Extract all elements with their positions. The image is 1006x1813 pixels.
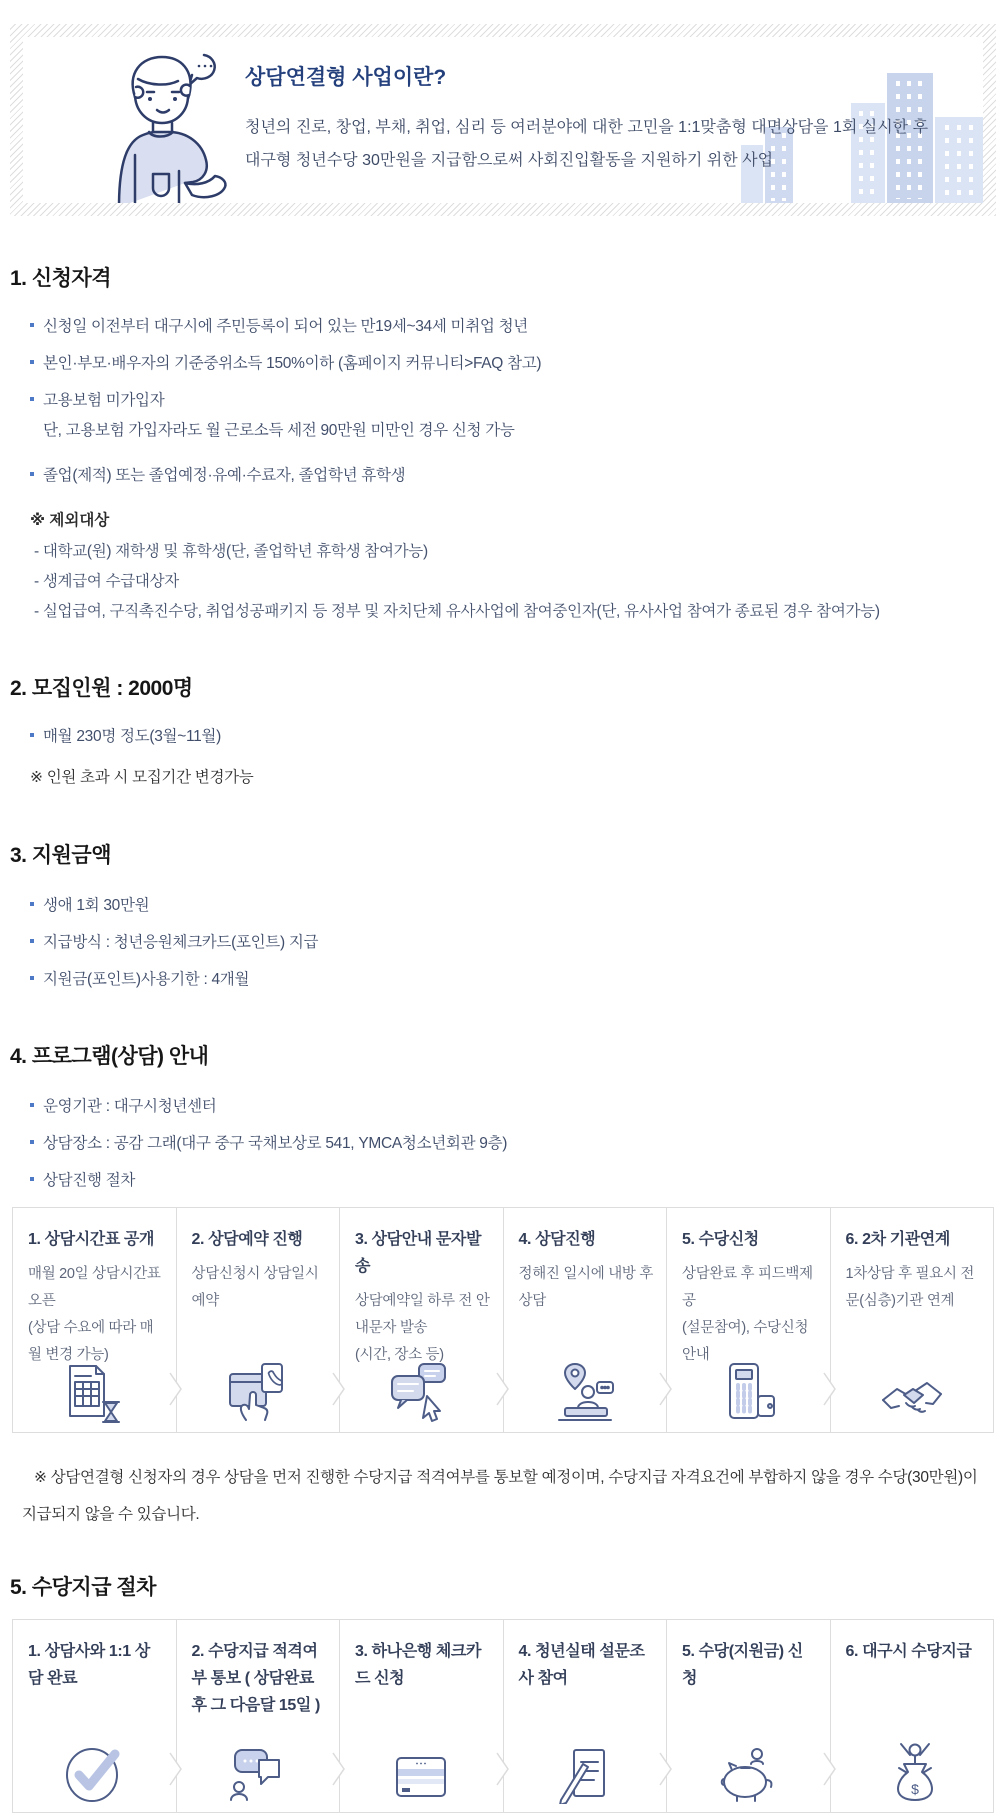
- exclusion-item: - 실업급여, 구직촉진수당, 취업성공패키지 등 정부 및 자치단체 유사사업에 참여중인자(단, 유사사업 참여가 종료된 경우 참여가능): [34, 603, 880, 620]
- process-step-3: [340, 1620, 504, 1812]
- process-step-4: [504, 1620, 668, 1812]
- step-title: 2. 수당지급 적격여부 통보 ( 상담완료 후 그 다음달 15일 ): [191, 1643, 320, 1714]
- process-step-5: [667, 1620, 831, 1812]
- step-title: 6. 2차 기관연계: [845, 1231, 950, 1248]
- sms-message-icon: [389, 1362, 453, 1424]
- step-body: 상담신청시 상담일시 예약: [191, 1266, 319, 1309]
- step-title: 3. 하나은행 체크카드 신청: [355, 1643, 482, 1687]
- check-complete-icon: [63, 1742, 125, 1804]
- exclusion-title: ※ 제외대상: [30, 512, 110, 529]
- amount-list: [10, 895, 996, 990]
- visit-counseling-icon: [553, 1362, 617, 1424]
- process-step-6: [831, 1620, 994, 1812]
- list-item-text: 고용보험 미가입자: [43, 392, 165, 409]
- process-step-6: [831, 1208, 994, 1432]
- section-title-eligibility: 1. 신청자격: [10, 267, 111, 290]
- chevron-right-icon: [332, 1752, 346, 1786]
- piggy-bank-icon: [715, 1744, 781, 1804]
- payment-process-flow: [12, 1619, 994, 1813]
- step-note: (설문참여), 수당신청 안내: [682, 1320, 809, 1363]
- section-title-amount: 3. 지원금액: [10, 844, 111, 867]
- step-title: 5. 수당신청: [682, 1231, 759, 1248]
- payment-terminal-icon: [716, 1362, 780, 1424]
- process-step-3: [340, 1208, 504, 1432]
- step-title: 2. 상담예약 진행: [191, 1231, 303, 1248]
- section-eligibility: [10, 262, 996, 622]
- list-item-subtext: 단, 고용보험 가입자라도 월 근로소득 세전 90만원 미만인 경우 신청 가능: [43, 422, 515, 439]
- step-title: 5. 수당(지원금) 신청: [682, 1643, 803, 1687]
- step-body: 매월 20일 상담시간표 오픈: [28, 1266, 161, 1309]
- program-footnote: ※ 상담연결형 신청자의 경우 상담을 먼저 진행한 수당지급 적격여부를 통보할 예정이며, 수당지급 자격요건에 부합하지 않을 경우 수당(30만원)이 지급되지 않을 수 있습니다.: [22, 1469, 978, 1523]
- step-title: 1. 상담사와 1:1 상담 완료: [28, 1643, 150, 1687]
- recruitment-note: ※ 인원 초과 시 모집기간 변경가능: [30, 769, 254, 786]
- step-title: 4. 상담진행: [518, 1231, 596, 1248]
- exclusion-item: - 대학교(원) 재학생 및 휴학생(단, 졸업학년 휴학생 참여가능): [34, 543, 428, 560]
- program-list: [10, 1096, 996, 1191]
- list-item: 매월 230명 정도(3월~11월): [30, 726, 996, 747]
- list-item: [30, 390, 996, 441]
- step-body: 정해진 일시에 내방 후 상담: [518, 1266, 654, 1309]
- process-step-2: [177, 1208, 341, 1432]
- hero-description-line1: 청년의 진로, 창업, 부채, 취업, 심리 등 여러분야에 대한 고민을 1:1맞춤형 대면상담을 1회 실시한 후: [245, 119, 929, 136]
- chevron-right-icon: [169, 1752, 183, 1786]
- step-body: 1차상담 후 필요시 전문(심층)기관 연계: [845, 1266, 975, 1309]
- check-card-icon: [390, 1750, 452, 1804]
- eligibility-list: [10, 316, 996, 486]
- list-item: 지원금(포인트)사용기한 : 4개월: [30, 969, 996, 990]
- step-body: 상담예약일 하루 전 안내문자 발송: [355, 1293, 490, 1336]
- process-step-1: [13, 1208, 177, 1432]
- step-note: (시간, 장소 등): [355, 1347, 444, 1363]
- section-payment: [10, 1571, 996, 1813]
- list-item: 졸업(제적) 또는 졸업예정·유예·수료자, 졸업학년 휴학생: [30, 465, 996, 486]
- process-step-5: [667, 1208, 831, 1432]
- section-amount: [10, 839, 996, 990]
- chevron-right-icon: [496, 1752, 510, 1786]
- process-step-4: [504, 1208, 668, 1432]
- chevron-right-icon: [169, 1372, 183, 1406]
- hero-description-line2: 대구형 청년수당 30만원을 지급함으로써 사회진입활동을 지원하기 위한 사업: [245, 152, 774, 169]
- section-program: [10, 1040, 996, 1533]
- section-title-recruitment: 2. 모집인원 : 2000명: [10, 677, 193, 700]
- notification-chat-icon: [227, 1746, 289, 1804]
- step-note: (상담 수요에 따라 매월 변경 가능): [28, 1320, 154, 1363]
- chevron-right-icon: [659, 1372, 673, 1406]
- list-item: 운영기관 : 대구시청년센터: [30, 1096, 996, 1117]
- counseling-process-flow: [12, 1207, 994, 1433]
- step-title: 3. 상담안내 문자발송: [355, 1231, 482, 1275]
- chevron-right-icon: [659, 1752, 673, 1786]
- survey-pen-icon: [554, 1746, 616, 1804]
- online-reservation-icon: [226, 1362, 290, 1424]
- section-recruitment: [10, 672, 996, 787]
- list-item: 상담진행 절차: [30, 1170, 996, 1191]
- svg-text:$: $: [910, 1781, 919, 1797]
- exclusion-item: - 생계급여 수급대상자: [34, 573, 179, 590]
- chevron-right-icon: [332, 1372, 346, 1406]
- step-title: 1. 상담시간표 공개: [28, 1231, 155, 1248]
- step-title: 4. 청년실태 설문조사 참여: [518, 1643, 645, 1687]
- recruitment-list: [10, 726, 996, 747]
- exclusion-block: [10, 508, 996, 622]
- list-item: 신청일 이전부터 대구시에 주민등록이 되어 있는 만19세~34세 미취업 청년: [30, 316, 996, 337]
- chevron-right-icon: [823, 1752, 837, 1786]
- timetable-hourglass-icon: [62, 1362, 126, 1424]
- section-title-payment: 5. 수당지급 절차: [10, 1576, 156, 1599]
- person-with-speech-bubble-icon: [83, 39, 253, 203]
- hero-inner: [23, 37, 983, 203]
- money-payout-icon: [881, 1742, 943, 1804]
- process-step-2: [177, 1620, 341, 1812]
- list-item: 생애 1회 30만원: [30, 895, 996, 916]
- process-step-1: [13, 1620, 177, 1812]
- list-item: 지급방식 : 청년응원체크카드(포인트) 지급: [30, 932, 996, 953]
- list-item: 본인·부모·배우자의 기준중위소득 150%이하 (홈페이지 커뮤니티>FAQ 참고): [30, 353, 996, 374]
- chevron-right-icon: [496, 1372, 510, 1406]
- hero-title: 상담연결형 사업이란?: [245, 66, 447, 89]
- step-title: 6. 대구시 수당지급: [845, 1643, 972, 1660]
- handshake-icon: [879, 1366, 945, 1424]
- hero-banner: [10, 24, 996, 216]
- list-item: 상담장소 : 공감 그래(대구 중구 국채보상로 541, YMCA청소년회관 9층): [30, 1133, 996, 1154]
- section-title-program: 4. 프로그램(상담) 안내: [10, 1045, 209, 1068]
- page-content: [0, 262, 1006, 1813]
- hero-text: [245, 61, 928, 177]
- step-body: 상담완료 후 피드백제공: [682, 1266, 813, 1309]
- chevron-right-icon: [823, 1372, 837, 1406]
